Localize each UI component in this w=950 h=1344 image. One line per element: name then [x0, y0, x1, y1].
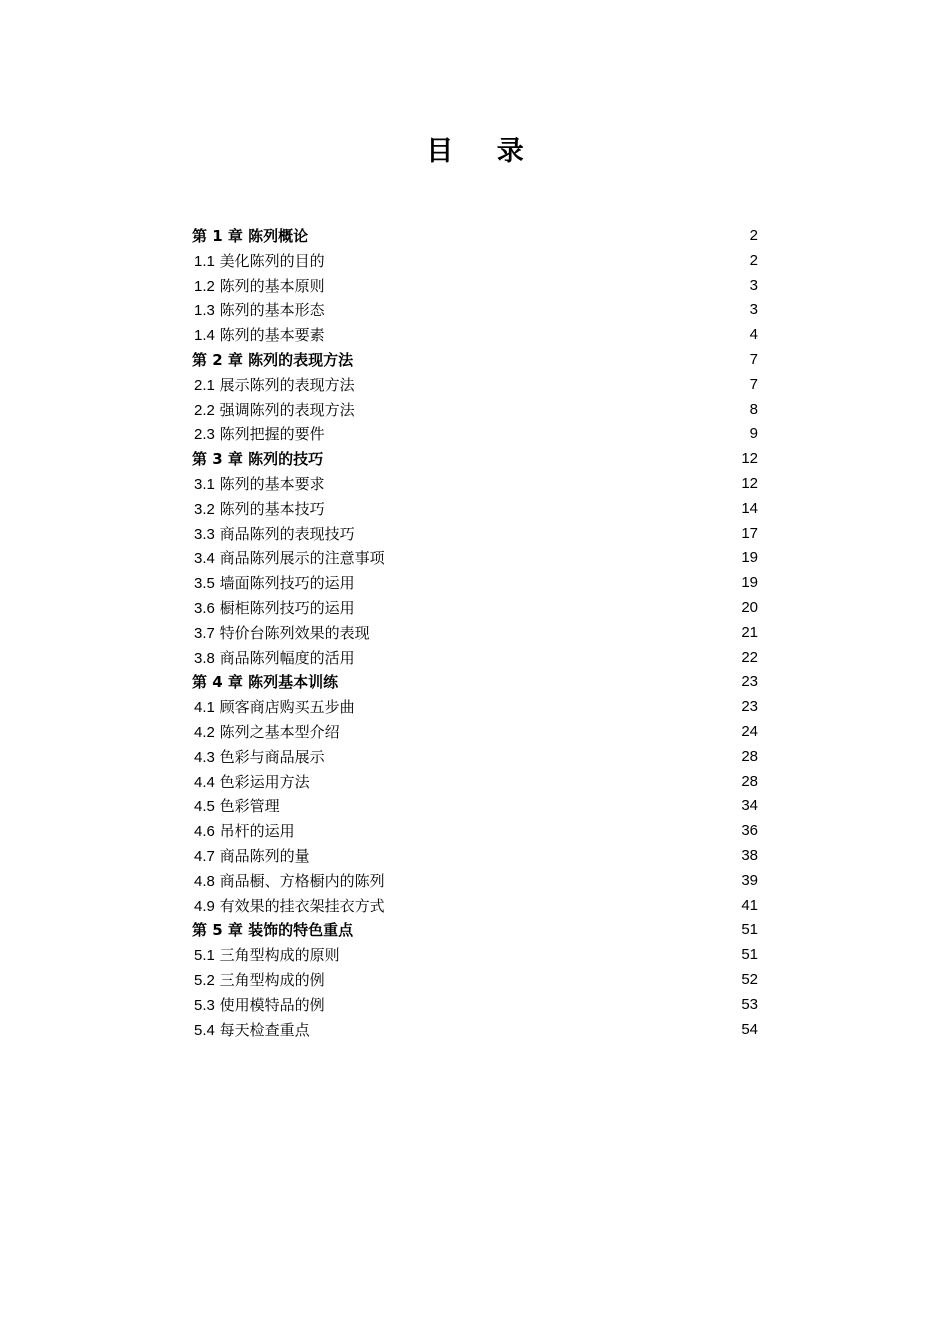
- toc-section-entry: [192, 497, 760, 522]
- toc-entry-text: 陈列的基本技巧: [219, 499, 325, 518]
- toc-section-entry: [192, 249, 760, 274]
- toc-entry-label: [194, 497, 325, 523]
- toc-section-entry: [192, 894, 760, 919]
- toc-entry-label: [194, 249, 325, 275]
- toc-section-number: 3.8: [194, 649, 215, 667]
- toc-section-entry: [192, 794, 760, 819]
- toc-entry-label: [194, 894, 385, 920]
- toc-section-number: 3.3: [194, 525, 215, 543]
- toc-section-entry: [192, 621, 760, 646]
- toc-entry-label: [194, 968, 325, 994]
- toc-entry-text: 使用模特品的例: [219, 995, 325, 1014]
- toc-entry-label: [194, 720, 340, 746]
- toc-entry-text: 陈列的基本要求: [219, 474, 325, 493]
- toc-entry-label: [192, 918, 353, 943]
- toc-section-entry: [192, 323, 760, 348]
- toc-page-number: 12: [741, 474, 758, 492]
- toc-section-number: 4.2: [194, 723, 215, 741]
- toc-entry-text: 第 1 章 陈列概论: [192, 227, 309, 245]
- toc-page-number: 12: [741, 450, 758, 468]
- toc-page-number: 22: [741, 648, 758, 666]
- toc-page-number: 20: [741, 598, 758, 616]
- toc-section-entry: [192, 472, 760, 497]
- toc-entry-text: 橱柜陈列技巧的运用: [219, 598, 355, 617]
- toc-entry-text: 陈列把握的要件: [219, 425, 325, 444]
- toc-entry-text: 第 4 章 陈列基本训练: [192, 673, 339, 692]
- toc-entry-label: [194, 869, 385, 895]
- toc-page-number: 51: [741, 921, 758, 939]
- toc-section-entry: [192, 720, 760, 745]
- toc-page-number: 19: [741, 574, 758, 592]
- toc-entry-label: [192, 348, 353, 373]
- toc-section-entry: [192, 844, 760, 869]
- toc-page-number: 41: [741, 896, 758, 914]
- toc-section-entry: [192, 695, 760, 720]
- toc-entry-label: [194, 546, 385, 572]
- toc-entry-label: [194, 323, 325, 349]
- toc-section-entry: [192, 819, 760, 844]
- toc-entry-text: 商品陈列的量: [219, 846, 310, 865]
- toc-section-number: 3.5: [194, 575, 215, 593]
- toc-page-number: 52: [741, 970, 758, 988]
- toc-section-number: 3.4: [194, 550, 215, 568]
- toc-entry-label: [194, 695, 355, 721]
- toc-page-number: 28: [741, 772, 758, 790]
- toc-section-entry: [192, 274, 760, 299]
- toc-section-number: 4.9: [194, 897, 215, 915]
- toc-section-number: 1.3: [194, 302, 215, 320]
- toc-entry-text: 墙面陈列技巧的运用: [219, 574, 355, 593]
- toc-chapter-entry: [192, 918, 760, 943]
- toc-section-number: 3.2: [194, 500, 215, 518]
- toc-section-entry: [192, 398, 760, 423]
- toc-entry-label: [194, 621, 370, 647]
- toc-section-number: 3.6: [194, 599, 215, 617]
- toc-entry-label: [192, 670, 338, 695]
- toc-section-number: 4.5: [194, 798, 215, 816]
- toc-page-number: 14: [741, 499, 758, 517]
- toc-page-number: 38: [741, 846, 758, 864]
- toc-section-number: 1.2: [194, 277, 215, 295]
- toc-entry-label: [194, 794, 280, 820]
- toc-section-entry: [192, 596, 760, 621]
- toc-entry-label: [194, 1018, 310, 1044]
- toc-section-number: 2.3: [194, 426, 215, 444]
- toc-section-number: 1.4: [194, 327, 215, 345]
- toc-entry-text: 商品陈列展示的注意事项: [219, 549, 385, 568]
- toc-entry-label: [194, 646, 355, 672]
- toc-section-entry: [192, 571, 760, 596]
- toc-section-entry: [192, 422, 760, 447]
- toc-section-entry: [192, 546, 760, 571]
- toc-entry-text: 商品陈列幅度的活用: [219, 648, 355, 667]
- toc-section-number: 4.3: [194, 748, 215, 766]
- toc-entry-text: 三角型构成的例: [219, 970, 325, 989]
- toc-section-number: 5.1: [194, 947, 215, 965]
- toc-entry-label: [194, 472, 325, 498]
- toc-section-entry: [192, 770, 760, 795]
- toc-entry-label: [194, 298, 325, 324]
- toc-section-number: 4.1: [194, 699, 215, 717]
- toc-entry-text: 陈列之基本型介绍: [219, 722, 340, 741]
- toc-page-number: 36: [741, 822, 758, 840]
- toc-entry-label: [194, 819, 295, 845]
- toc-page-number: 8: [749, 400, 758, 418]
- toc-page-number: 39: [741, 871, 758, 889]
- table-of-contents: [192, 224, 760, 1042]
- toc-entry-label: [194, 596, 355, 622]
- toc-entry-text: 色彩与商品展示: [219, 747, 325, 766]
- toc-entry-label: [194, 373, 355, 399]
- toc-page-number: 28: [741, 747, 758, 765]
- toc-section-entry: [192, 968, 760, 993]
- toc-entry-text: 顾客商店购买五步曲: [219, 698, 355, 717]
- toc-section-number: 2.1: [194, 376, 215, 394]
- toc-entry-label: [194, 398, 355, 424]
- toc-section-entry: [192, 869, 760, 894]
- toc-page-number: 24: [741, 722, 758, 740]
- toc-chapter-entry: [192, 447, 760, 472]
- toc-entry-label: [194, 571, 355, 597]
- toc-entry-text: 有效果的挂衣架挂衣方式: [219, 896, 385, 915]
- toc-chapter-entry: [192, 224, 760, 249]
- toc-page-number: 54: [741, 1020, 758, 1038]
- toc-chapter-entry: [192, 670, 760, 695]
- toc-entry-text: 强调陈列的表现方法: [219, 400, 355, 419]
- toc-page-number: 7: [749, 350, 758, 368]
- toc-entry-label: [192, 224, 308, 249]
- toc-entry-label: [194, 943, 340, 969]
- toc-entry-text: 三角型构成的原则: [219, 946, 340, 965]
- toc-entry-text: 第 2 章 陈列的表现方法: [192, 350, 354, 369]
- toc-section-entry: [192, 1018, 760, 1043]
- toc-section-entry: [192, 993, 760, 1018]
- toc-page-number: 23: [741, 698, 758, 716]
- toc-page-number: 53: [741, 995, 758, 1013]
- toc-entry-text: 美化陈列的目的: [219, 251, 325, 270]
- toc-entry-text: 色彩运用方法: [219, 772, 310, 791]
- toc-page-number: 2: [749, 251, 758, 269]
- toc-entry-text: 特价台陈列效果的表现: [219, 623, 370, 642]
- page-title: [0, 132, 950, 172]
- page-title-char-1: 目: [426, 136, 454, 167]
- toc-page-number: 21: [741, 623, 758, 641]
- toc-page-number: 34: [741, 797, 758, 815]
- toc-entry-text: 色彩管理: [219, 797, 280, 816]
- page-title-char-2: 录: [496, 136, 524, 167]
- toc-section-number: 5.3: [194, 996, 215, 1014]
- toc-entry-text: 第 3 章 陈列的技巧: [192, 450, 324, 469]
- toc-section-number: 3.7: [194, 624, 215, 642]
- toc-section-entry: [192, 646, 760, 671]
- toc-page-number: 9: [749, 425, 758, 443]
- toc-page-number: 3: [749, 276, 758, 294]
- toc-section-number: 3.1: [194, 475, 215, 493]
- toc-entry-text: 商品陈列的表现技巧: [219, 524, 355, 543]
- toc-section-number: 4.6: [194, 823, 215, 841]
- toc-page-number: 17: [741, 524, 758, 542]
- toc-section-entry: [192, 298, 760, 323]
- toc-entry-text: 陈列的基本要素: [219, 326, 325, 345]
- toc-section-number: 2.2: [194, 401, 215, 419]
- toc-section-number: 4.7: [194, 847, 215, 865]
- toc-page-number: 19: [741, 549, 758, 567]
- toc-section-entry: [192, 522, 760, 547]
- toc-page-number: 4: [749, 326, 758, 344]
- toc-entry-label: [194, 745, 325, 771]
- toc-entry-label: [194, 844, 310, 870]
- toc-entry-text: 展示陈列的表现方法: [219, 375, 355, 394]
- toc-section-number: 4.8: [194, 872, 215, 890]
- toc-page-number: 3: [749, 301, 758, 319]
- toc-entry-label: [194, 274, 325, 300]
- toc-entry-label: [194, 522, 355, 548]
- toc-entry-label: [192, 447, 323, 472]
- toc-entry-label: [194, 993, 325, 1019]
- toc-section-entry: [192, 943, 760, 968]
- toc-section-number: 5.4: [194, 1021, 215, 1039]
- toc-entry-label: [194, 770, 310, 796]
- toc-entry-text: 第 5 章 装饰的特色重点: [192, 921, 354, 940]
- toc-page-number: 23: [741, 673, 758, 691]
- toc-page-number: 51: [741, 946, 758, 964]
- toc-section-number: 5.2: [194, 971, 215, 989]
- toc-chapter-entry: [192, 348, 760, 373]
- toc-section-number: 4.4: [194, 773, 215, 791]
- toc-entry-text: 商品橱、方格橱内的陈列: [219, 871, 385, 890]
- toc-entry-text: 陈列的基本原则: [219, 276, 325, 295]
- toc-section-entry: [192, 373, 760, 398]
- toc-page-number: 7: [749, 375, 758, 393]
- toc-page-number: 2: [749, 227, 758, 244]
- toc-entry-text: 每天检查重点: [219, 1020, 310, 1039]
- toc-entry-label: [194, 422, 325, 448]
- toc-section-entry: [192, 745, 760, 770]
- toc-entry-text: 吊杆的运用: [219, 822, 295, 841]
- toc-section-number: 1.1: [194, 252, 215, 270]
- toc-entry-text: 陈列的基本形态: [219, 301, 325, 320]
